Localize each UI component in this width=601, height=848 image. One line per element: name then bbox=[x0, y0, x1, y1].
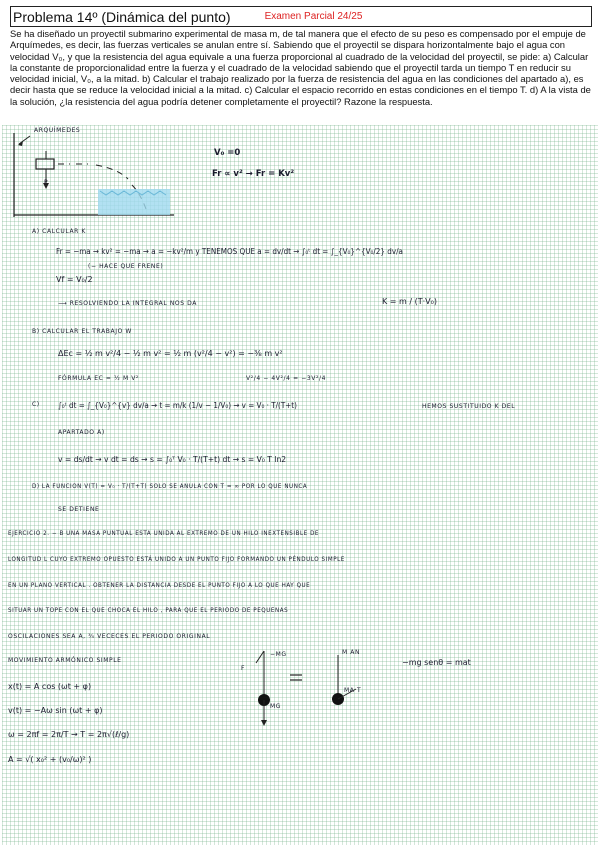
exercise-line-4: SITUAR UN TOPE CON EL QUE CHOCA EL HILO , PARA QUE EL PERIODO DE PEQUEÑAS bbox=[8, 607, 289, 614]
exercise-line-2: LONGITUD L CUYO EXTREMO OPUESTO ESTÁ UNIDO A UN PUNTO FIJO FORMANDO UN PÉNDULO SIMPLE bbox=[8, 556, 345, 563]
pendulum-label-f: F bbox=[241, 665, 246, 672]
part-c-eq1: ∫₀ᵗ dt = ∫_{V₀}^{v} dv/a → t = m/k (1/v − 1/V₀) → v = V₀ · T/(T+t) bbox=[58, 401, 297, 410]
part-a-eq1: Fr = −ma → kv² = −ma → a = −kv²/m y TENEMOS QUE a = dv/dt → ∫₀ᵗ dt = ∫_{V₀}^{V₀/2} dv/a bbox=[56, 247, 403, 256]
pendulum-label-mg: MG bbox=[270, 703, 282, 710]
part-a-note: (− HACE QUE FRENE) bbox=[88, 263, 164, 270]
part-c-substituted: HEMOS SUSTITUIDO K DEL bbox=[422, 403, 516, 410]
problem-header bbox=[10, 6, 592, 27]
part-c-apartado: APARTADO A) bbox=[58, 429, 105, 436]
shm-position-eq: x(t) = A cos (ωt + φ) bbox=[8, 682, 92, 691]
part-d-line: D) LA FUNCIÓN V(T) = V₀ · T/(T+T) SOLO SE ANULA CON T = ∞ POR LO QUE NUNCA bbox=[32, 483, 308, 490]
exercise-line-5: OSCILACIONES SEA A, ¾ VECECES EL PERIODO ORIGINAL bbox=[8, 633, 211, 640]
part-b-heading: B) CALCULAR EL TRABAJO W bbox=[32, 328, 132, 335]
part-a-resolving: ⟶ RESOLVIENDO LA INTEGRAL NOS DA bbox=[58, 300, 197, 307]
exercise-line-1: EJERCICIO 2. − B UNA MASA PUNTUAL ESTÁ UNIDA AL EXTREMO DE UN HILO INEXTENSIBLE DE bbox=[8, 530, 320, 537]
page-title: Problema 14º (Dinámica del punto) bbox=[13, 8, 231, 25]
pendulum-label-neg-mg: −MG bbox=[270, 651, 287, 658]
pendulum-diagram bbox=[238, 647, 388, 727]
projectile-diagram bbox=[8, 131, 178, 229]
shm-velocity-eq: v(t) = −Aω sin (ωt + φ) bbox=[8, 706, 103, 715]
shm-omega-eq: ω = 2πf = 2π/T → T = 2π√(ℓ/g) bbox=[8, 730, 130, 739]
figure-label-p: P bbox=[44, 179, 49, 186]
shm-amplitude-eq: A = √( x₀² + (v₀/ω)² ) bbox=[8, 755, 92, 764]
part-c-eq2: v = ds/dt → v dt = ds → s = ∫₀ᵀ V₀ · T/(T+t) dt → s = V₀ T ln2 bbox=[58, 455, 287, 464]
exam-label: Examen Parcial 24/25 bbox=[264, 11, 363, 22]
part-d-line2: SE DETIENE bbox=[58, 506, 100, 513]
drag-law: Fr ∝ v² → Fr = Kv² bbox=[212, 169, 295, 179]
part-c-heading: C) bbox=[32, 401, 40, 408]
part-a-heading: A) CALCULAR K bbox=[32, 228, 86, 235]
figure-label-arquimedes: ARQUÍMEDES bbox=[34, 127, 81, 134]
shm-heading: MOVIMIENTO ARMÓNICO SIMPLE bbox=[8, 657, 122, 664]
part-b-eq: ΔEc = ½ m v²/4 − ½ m v² = ½ m (v²/4 − v²) = −⅜ m v² bbox=[58, 349, 283, 358]
problem-statement: Se ha diseñado un proyectil submarino experimental de masa m, de tal manera que el efecto de su peso es compensado por el empuje de Arquímedes, es decir, las fuerzas verticales se anulan entre sí. Sabiendo que el proyectil se dispara horizontalmente bajo el agua con velocidad V₀, y que la resistencia del agua equivale a una fuerza proporcional al cuadrado de la velocidad del proyectil, se pide: a) Calcular la constante de proporcionalidad entre la fuerza y el cuadrado de la velocidad sabiendo que el proyectil tarda un tiempo T en reducir su velocidad inicial, V₀, a la mitad. b) Calcular el trabajo realizado por la fuerza de resistencia del agua en las condiciones del apartado a), es decir hasta que se reduce la velocidad inicial a la mitad. c) Calcular el espacio recorrido en estas condiciones en el tiempo T. d) A la vista de la solución, ¿la resistencia del agua podría detener completamente el proyectil? Razone la respuesta. bbox=[10, 28, 591, 107]
part-b-side-calc: V²/4 − 4V²/4 = −3V²/4 bbox=[246, 375, 326, 382]
v0-note: V₀ =0 bbox=[214, 148, 241, 158]
part-a-vf: Vf = V₀/2 bbox=[56, 275, 93, 284]
pendulum-label-mat: MA T bbox=[344, 687, 362, 694]
grid-notes-sheet bbox=[2, 125, 598, 845]
exercise-line-3: EN UN PLANO VERTICAL . OBTENER LA DISTANCIA DESDE EL PUNTO FIJO A LO QUE HAY QUE bbox=[8, 582, 311, 589]
part-a-k-result: K = m / (T·V₀) bbox=[382, 297, 437, 306]
pendulum-label-man: M AN bbox=[342, 649, 361, 656]
pendulum-equation: −mg senθ = mat bbox=[402, 658, 471, 667]
part-b-formula: FÓRMULA EC = ½ M V² bbox=[58, 375, 139, 382]
